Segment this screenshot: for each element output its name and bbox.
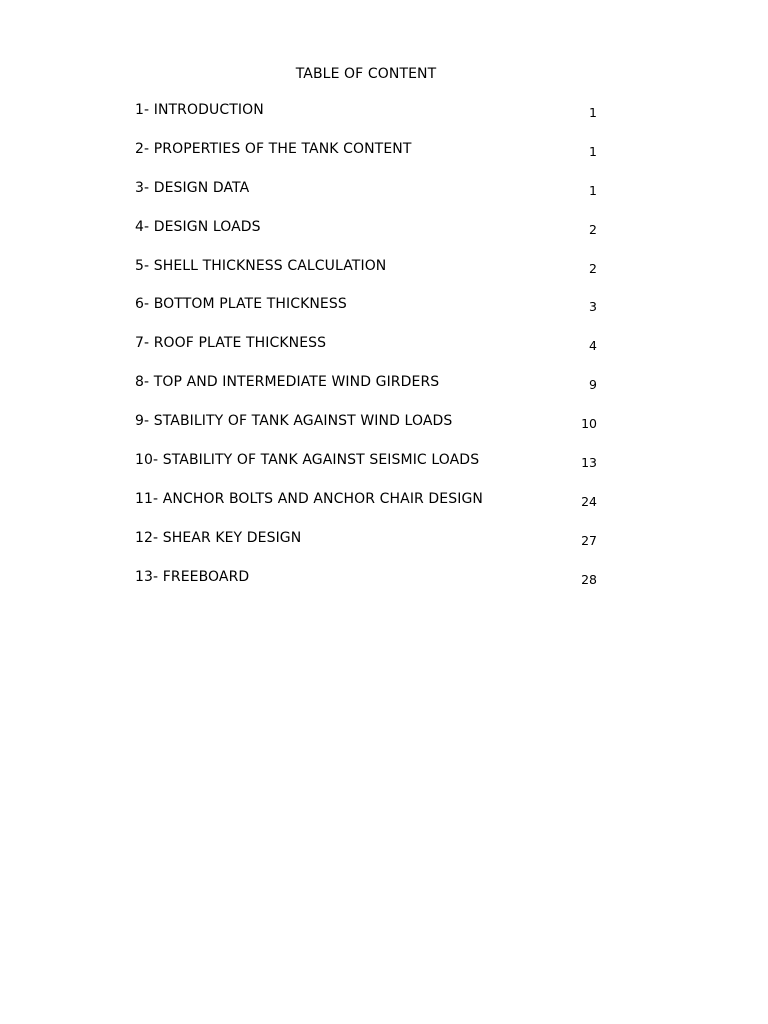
toc-entry-label: 11- ANCHOR BOLTS AND ANCHOR CHAIR DESIGN — [135, 490, 483, 507]
toc-list — [135, 102, 605, 608]
toc-entry-label: 13- FREEBOARD — [135, 568, 250, 585]
toc-entry-page: 24 — [581, 493, 597, 509]
toc-entry — [135, 413, 605, 452]
toc-entry — [135, 141, 605, 180]
toc-entry-page: 3 — [589, 299, 597, 315]
toc-entry-page: 1 — [589, 105, 597, 120]
toc-entry-page: 2 — [589, 221, 597, 237]
toc-entry-label: 4- DESIGN LOADS — [135, 218, 261, 235]
toc-entry-label: 3- DESIGN DATA — [135, 179, 250, 196]
toc-entry — [135, 102, 605, 141]
toc-entry-page: 1 — [589, 143, 597, 159]
toc-entry — [135, 452, 605, 491]
toc-entry-label: 2- PROPERTIES OF THE TANK CONTENT — [135, 140, 412, 157]
toc-entry-label: 1- INTRODUCTION — [135, 102, 264, 118]
toc-entry — [135, 335, 605, 374]
toc-entry — [135, 491, 605, 530]
toc-entry — [135, 219, 605, 258]
toc-entry — [135, 569, 605, 608]
toc-entry-label: 5- SHELL THICKNESS CALCULATION — [135, 257, 387, 274]
toc-entry-page: 9 — [589, 377, 597, 393]
toc-entry-label: 7- ROOF PLATE THICKNESS — [135, 335, 327, 352]
toc-entry-label: 10- STABILITY OF TANK AGAINST SEISMIC LOADS — [135, 452, 480, 469]
toc-entry — [135, 258, 605, 297]
toc-entry — [135, 296, 605, 335]
toc-entry — [135, 374, 605, 413]
toc-entry-page: 10 — [581, 416, 597, 432]
toc-entry — [135, 530, 605, 569]
toc-entry-page: 4 — [589, 338, 597, 354]
toc-entry-label: 12- SHEAR KEY DESIGN — [135, 529, 302, 546]
toc-entry-label: 6- BOTTOM PLATE THICKNESS — [135, 296, 347, 313]
toc-entry-page: 27 — [581, 532, 597, 548]
toc-entry-label: 9- STABILITY OF TANK AGAINST WIND LOADS — [135, 413, 453, 430]
toc-entry-page: 2 — [589, 260, 597, 276]
toc-entry-page: 28 — [581, 571, 597, 587]
page-title: TABLE OF CONTENT — [295, 66, 437, 82]
toc-entry — [135, 180, 605, 219]
toc-entry-page: 13 — [581, 455, 597, 471]
toc-entry-page: 1 — [589, 182, 597, 198]
toc-entry-label: 8- TOP AND INTERMEDIATE WIND GIRDERS — [135, 374, 440, 391]
